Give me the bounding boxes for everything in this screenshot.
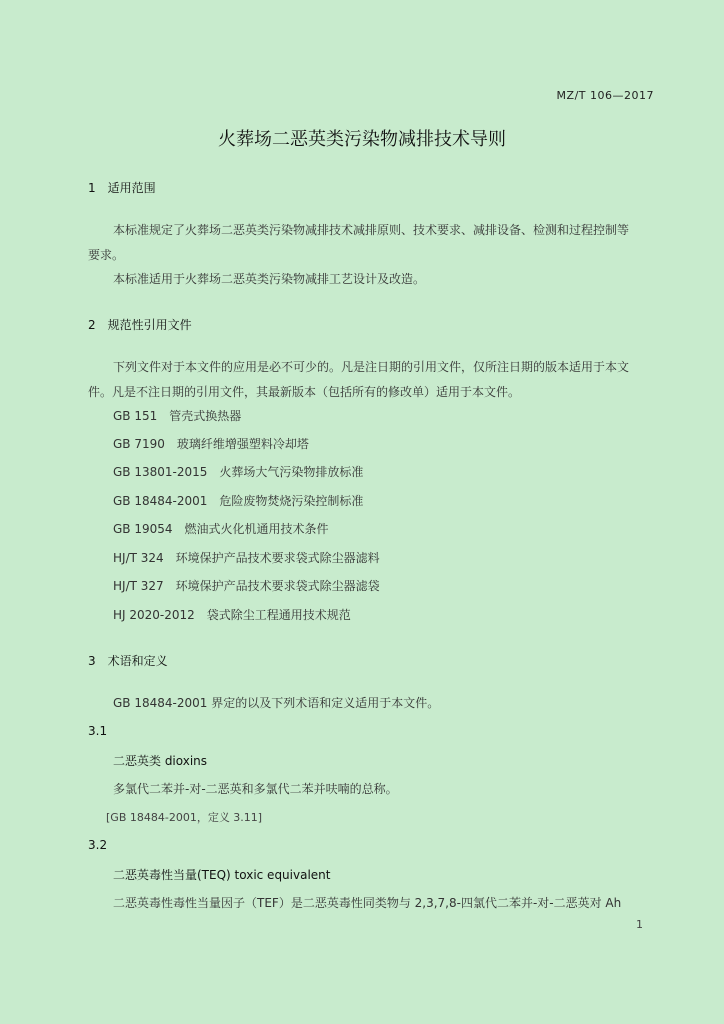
term-3-1-number: 3.1 — [88, 724, 108, 738]
reference-item: HJ/T 324 环境保护产品技术要求袋式除尘器滤料 — [113, 551, 380, 565]
term-3-2-name: 二恶英毒性当量(TEQ) toxic equivalent — [113, 868, 331, 882]
reference-item: GB 13801-2015 火葬场大气污染物排放标准 — [113, 465, 364, 479]
section-1-paragraph-2: 本标准适用于火葬场二恶英类污染物减排工艺设计及改造。 — [113, 272, 426, 286]
section-3-heading: 3 术语和定义 — [88, 654, 168, 668]
section-1-heading: 1 适用范围 — [88, 181, 156, 195]
reference-item: GB 19054 燃油式火化机通用技术条件 — [113, 522, 329, 536]
standard-number: MZ/T 106—2017 — [556, 89, 654, 102]
term-3-1-name: 二恶英类 dioxins — [113, 754, 208, 768]
section-1-paragraph-1-line-1: 本标准规定了火葬场二恶英类污染物减排技术减排原则、技术要求、减排设备、检测和过程控制等 — [113, 223, 630, 237]
term-3-1-source: [GB 18484-2001，定义 3.11] — [106, 811, 263, 824]
term-3-1-definition: 多氯代二苯并-对-二恶英和多氯代二苯并呋喃的总称。 — [113, 782, 398, 796]
term-3-2-definition: 二恶英毒性毒性当量因子（TEF）是二恶英毒性同类物与 2,3,7,8-四氯代二苯并-对-二恶英对 Ah — [113, 896, 622, 910]
reference-item: HJ 2020-2012 袋式除尘工程通用技术规范 — [113, 608, 351, 622]
reference-item: GB 18484-2001 危险废物焚烧污染控制标准 — [113, 494, 364, 508]
reference-item: GB 7190 玻璃纤维增强塑料冷却塔 — [113, 437, 309, 451]
reference-item: HJ/T 327 环境保护产品技术要求袋式除尘器滤袋 — [113, 579, 380, 593]
section-2-heading: 2 规范性引用文件 — [88, 318, 192, 332]
document-title: 火葬场二恶英类污染物减排技术导则 — [218, 129, 506, 150]
page-number: 1 — [636, 918, 643, 931]
section-2-paragraph-line-1: 下列文件对于本文件的应用是必不可少的。凡是注日期的引用文件，仅所注日期的版本适用于本文 — [113, 360, 630, 374]
section-3-intro: GB 18484-2001 界定的以及下列术语和定义适用于本文件。 — [113, 696, 440, 710]
section-1-paragraph-1-line-2: 要求。 — [88, 248, 125, 262]
reference-item: GB 151 管壳式换热器 — [113, 409, 242, 423]
section-2-paragraph-line-2: 件。凡是不注日期的引用文件，其最新版本（包括所有的修改单）适用于本文件。 — [88, 385, 521, 399]
term-3-2-number: 3.2 — [88, 838, 108, 852]
